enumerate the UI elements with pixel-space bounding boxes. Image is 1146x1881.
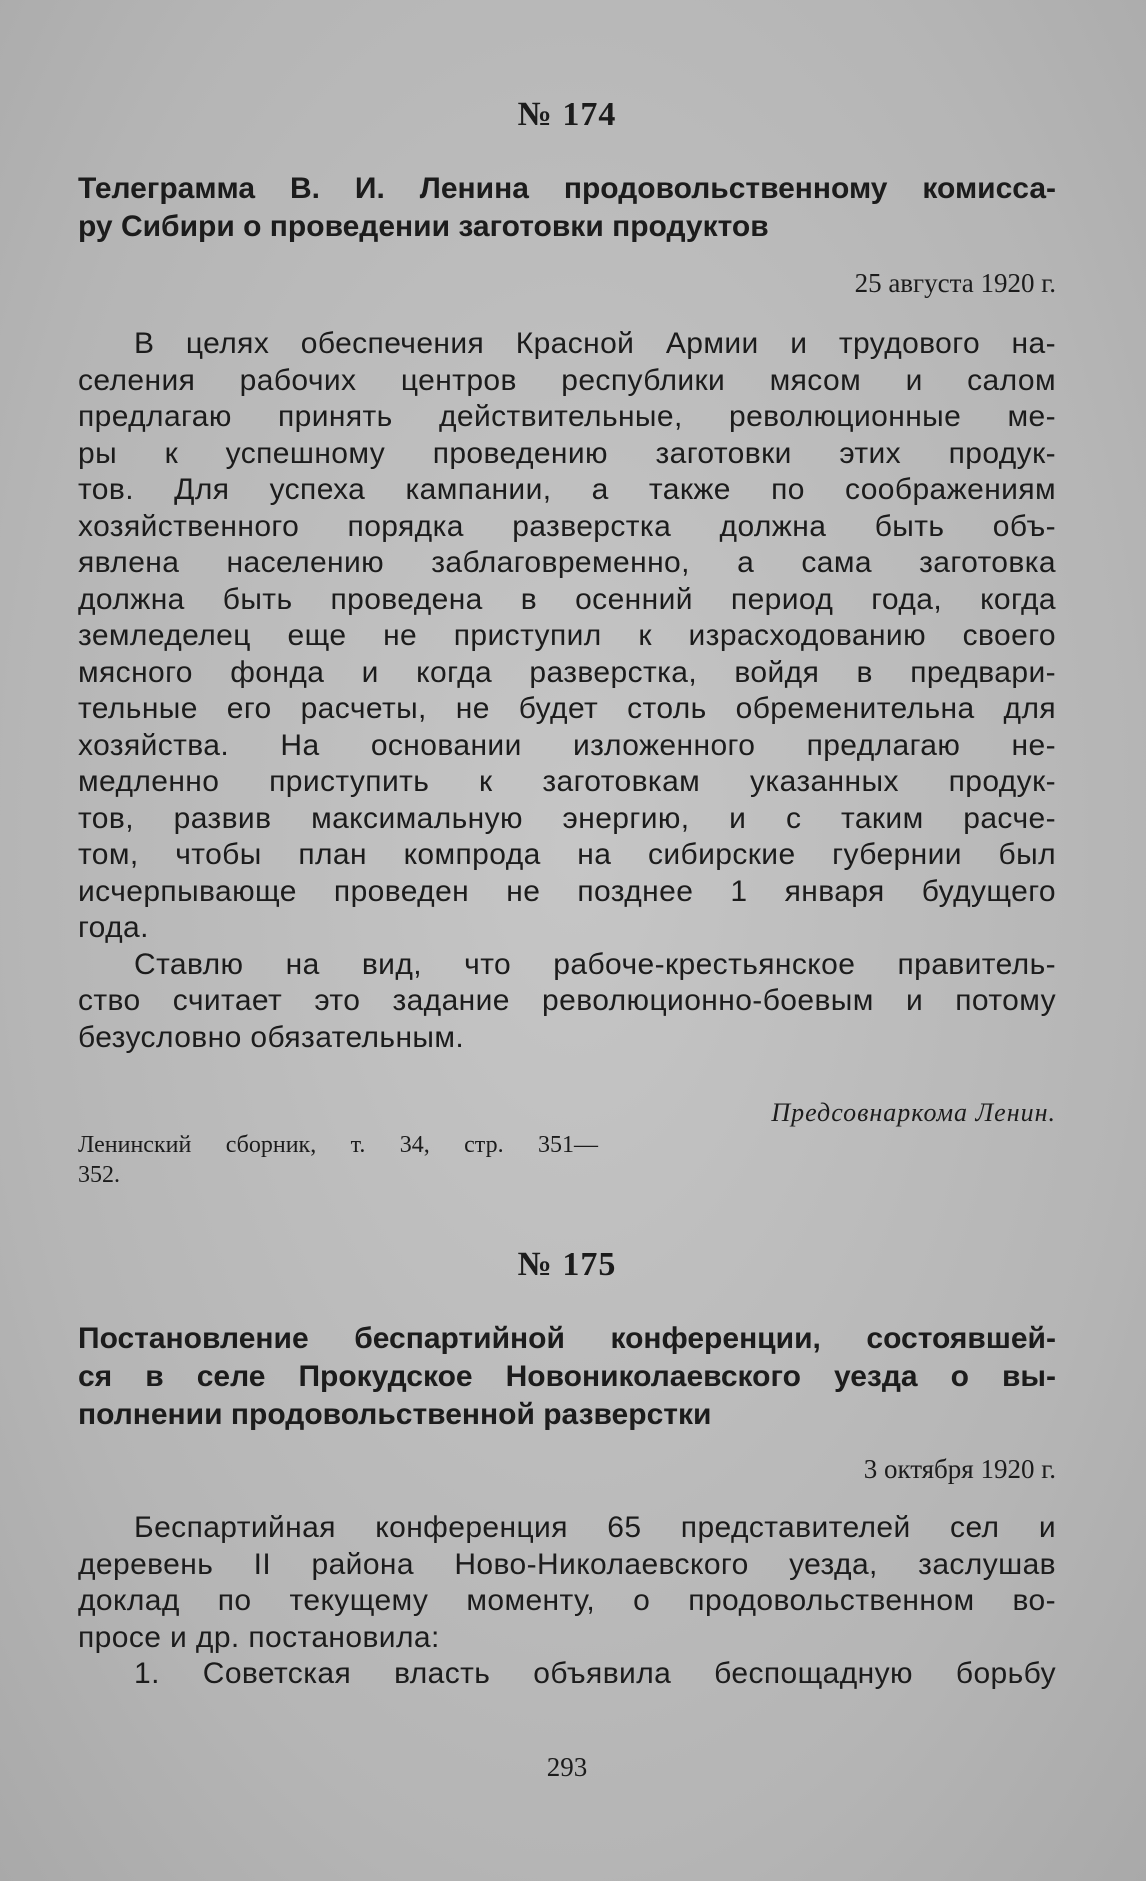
title-line: Телеграмма В. И. Ленина продовольственному комисса-	[78, 172, 1056, 205]
text-line: селения рабочих центров республики мясом и салом	[78, 363, 1056, 397]
title-line: ся в селе Прокудское Новониколаевского уезда о вы-	[78, 1360, 1056, 1393]
text-line: безусловно обязательным.	[78, 1020, 465, 1054]
source-line: Ленинский сборник, т. 34, стр. 351—	[78, 1132, 598, 1158]
title-line: полнении продовольственной разверстки	[78, 1398, 712, 1431]
text-line: мясного фонда и когда разверстка, войдя в предвари-	[78, 655, 1056, 689]
text-line: том, чтобы план компрода на сибирские губернии был	[78, 838, 1056, 871]
text-line: медленно приступить к заготовкам указанных продук-	[78, 765, 1056, 798]
text-line: Ставлю на вид, что рабоче-крестьянское правитель-	[134, 947, 1056, 981]
text-line: деревень II района Ново-Николаевского уезда, заслушав	[78, 1547, 1056, 1581]
signature: Предсовнаркома Ленин.	[771, 1098, 1056, 1127]
source-line: 352.	[78, 1162, 120, 1188]
text-line: тов, развив максимальную энергию, и с таким расче-	[78, 801, 1056, 835]
text-line: Беспартийная конференция 65 представителей сел и	[134, 1511, 1056, 1544]
title-line: Постановление беспартийной конференции, состоявшей-	[78, 1322, 1056, 1355]
text-line: хозяйства. На основании изложенного предлагаю не-	[78, 728, 1056, 762]
source-citation	[78, 1130, 598, 1190]
document-number-175: № 175	[517, 1246, 617, 1283]
text-line: явлена населению заблаговременно, а сама заготовка	[78, 546, 1056, 579]
text-line: ство считает это задание революционно-боевым и потому	[78, 984, 1056, 1017]
document-175-body	[78, 1510, 1056, 1693]
text-line: предлагаю принять действительные, революционные ме-	[78, 400, 1056, 433]
text-line: В целях обеспечения Красной Армии и трудового на-	[134, 327, 1056, 360]
document-174-date: 25 августа 1920 г.	[854, 268, 1056, 298]
document-175-title	[78, 1320, 1056, 1434]
title-line: ру Сибири о проведении заготовки продуктов	[78, 210, 769, 243]
text-line: года.	[78, 911, 149, 944]
text-line: хозяйственного порядка разверстка должна быть объ-	[78, 509, 1056, 543]
document-174-title	[78, 170, 1056, 246]
document-number-174: № 174	[517, 96, 617, 133]
text-line: ры к успешному проведению заготовки этих продук-	[78, 436, 1056, 470]
page-number: 293	[546, 1752, 588, 1782]
text-line: тельные его расчеты, не будет столь обременительна для	[78, 692, 1056, 725]
text-line: просе и др. постановила:	[78, 1620, 440, 1654]
document-174-body	[78, 326, 1056, 1056]
text-line: тов. Для успеха кампании, а также по соображениям	[78, 473, 1056, 506]
document-175-date: 3 октября 1920 г.	[863, 1454, 1056, 1484]
text-line: 1. Советская власть объявила беспощадную борьбу	[134, 1657, 1056, 1690]
text-line: доклад по текущему моменту, о продовольственном во-	[78, 1584, 1056, 1617]
text-line: исчерпывающе проведен не позднее 1 января будущего	[78, 874, 1056, 908]
text-line: земледелец еще не приступил к израсходованию своего	[78, 619, 1056, 652]
text-line: должна быть проведена в осенний период года, когда	[78, 582, 1056, 616]
